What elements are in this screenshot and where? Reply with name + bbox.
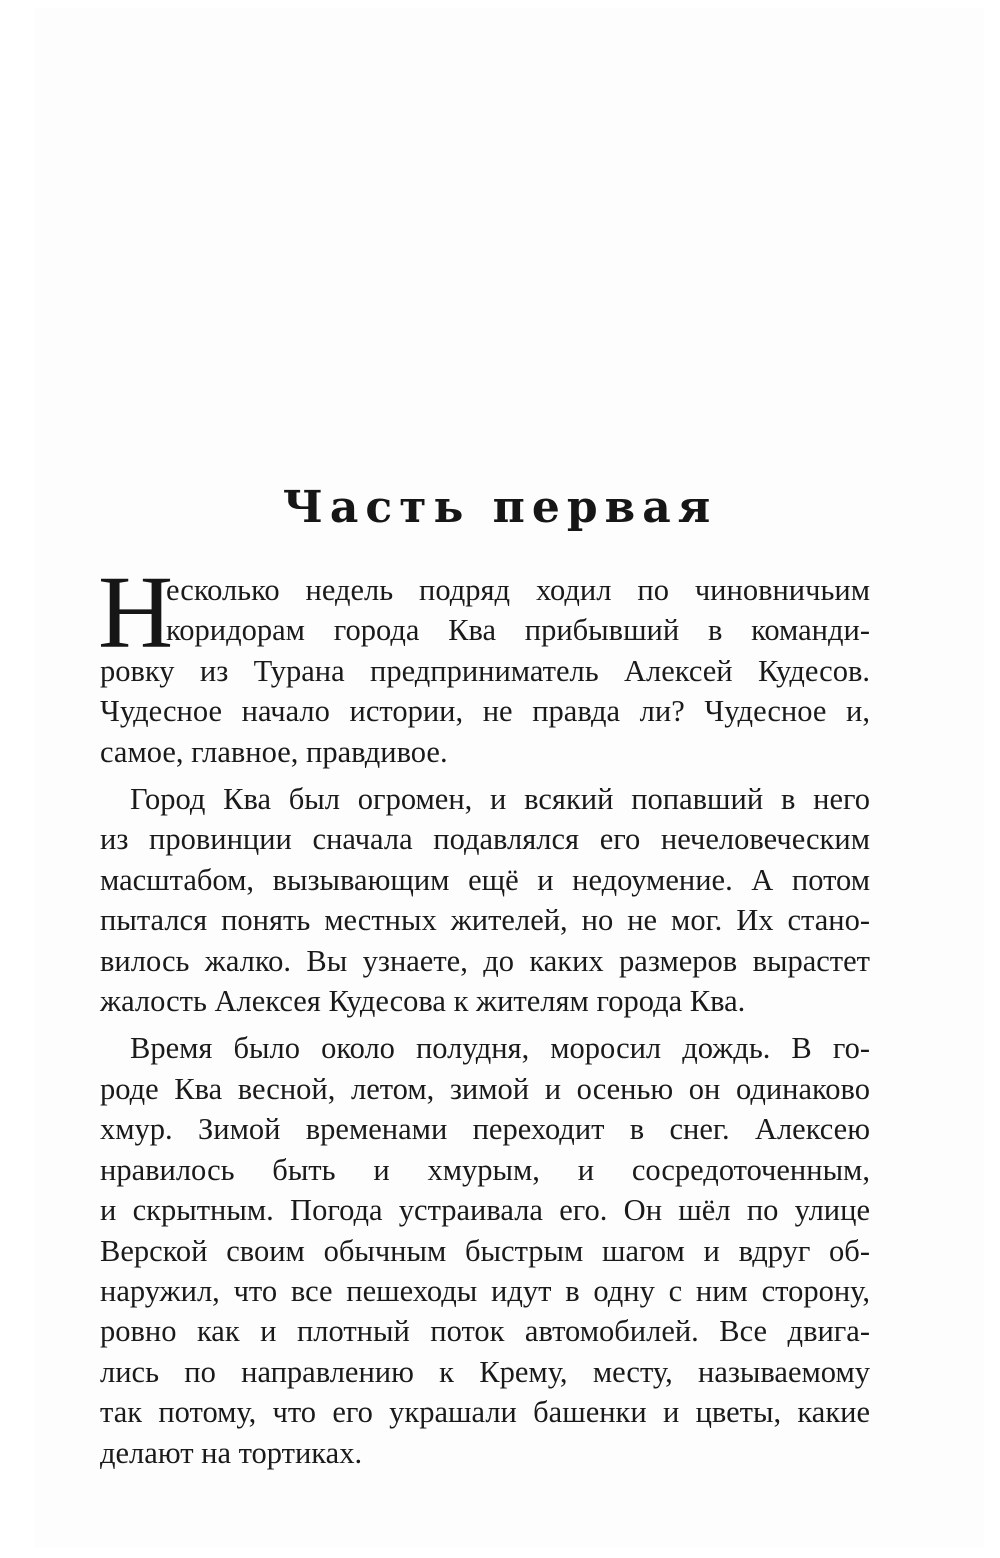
text-line: так потому, что его украшали башенки и цветы, какие <box>100 1395 870 1430</box>
text-line: масштабом, вызывающим ещё и недоумение. А потом <box>100 862 870 897</box>
text-line: делают на тортиках. <box>100 1435 363 1470</box>
drop-cap: Н <box>98 555 174 670</box>
text-line: Время было около полудня, моросил дождь. В го- <box>130 1031 870 1066</box>
chapter-title: Часть первая <box>282 482 718 533</box>
text-line: есколько недель подряд ходил по чиновничьим <box>166 573 870 607</box>
text-line: коридорам города Ква прибывший в команди- <box>166 613 870 648</box>
text-line: и скрытным. Погода устраивала его. Он шёл по улице <box>100 1193 870 1228</box>
text-line: из провинции сначала подавлялся его нечеловеческим <box>100 822 870 857</box>
text-line: Чудесное начало истории, не правда ли? Чудесное и, <box>100 694 870 729</box>
text-line: наружил, что все пешеходы идут в одну с ним сторону, <box>100 1273 870 1308</box>
text-line: пытался понять местных жителей, но не мог. Их стано- <box>100 903 870 938</box>
text-line: хмур. Зимой временами переходит в снег. Алексею <box>100 1112 870 1147</box>
text-line: нравилось быть и хмурым, и сосредоточенным, <box>100 1152 870 1187</box>
text-line: Город Ква был огромен, и всякий попавший в него <box>130 782 870 817</box>
text-line: вилось жалко. Вы узнаете, до каких размеров вырастет <box>100 943 870 978</box>
text-line: Верской своим обычным быстрым шагом и вдруг об- <box>100 1233 870 1268</box>
text-line: самое, главное, правдивое. <box>100 734 448 769</box>
text-line: ровно как и плотный поток автомобилей. Все двига- <box>100 1314 870 1349</box>
text-line: ровку из Турана предприниматель Алексей Кудесов. <box>100 653 870 688</box>
paragraph-2 <box>100 779 870 1021</box>
paragraph-1 <box>98 555 870 772</box>
text-line: роде Ква весной, летом, зимой и осенью он одинаково <box>100 1071 870 1106</box>
paragraph-3 <box>100 1028 870 1472</box>
text-line: жалость Алексея Кудесова к жителям города Ква. <box>100 984 746 1019</box>
body-text <box>98 555 870 1473</box>
text-line: лись по направлению к Крему, месту, называемому <box>100 1354 870 1389</box>
